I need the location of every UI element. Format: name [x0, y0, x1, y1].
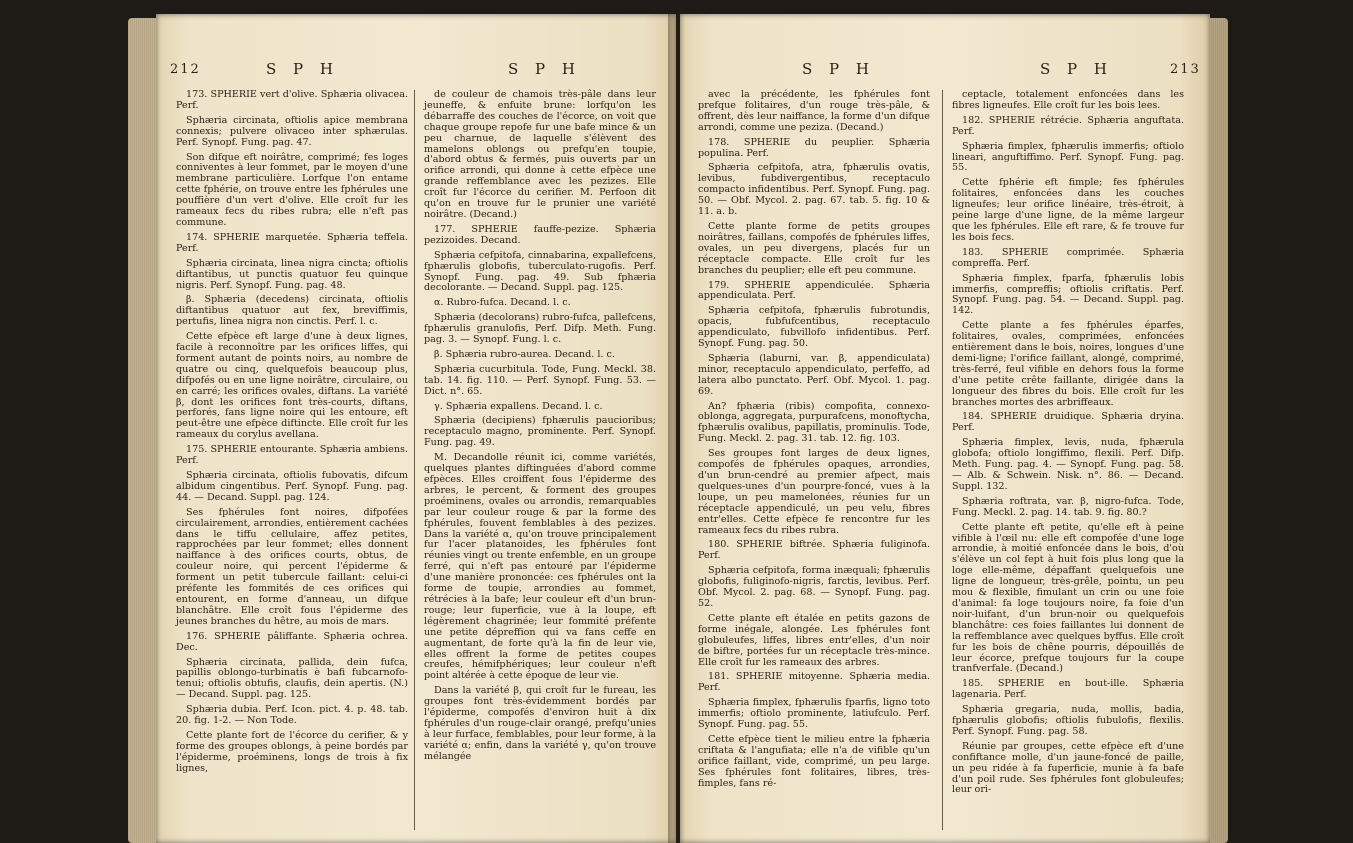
- text-paragraph: 177. SPHERIE fauffe-pezize. Sphæria pezizoides. Decand.: [424, 223, 656, 246]
- right-page-edges: [1210, 18, 1228, 843]
- text-paragraph: 183. SPHERIE comprimée. Sphæria compreffa. Perf.: [952, 246, 1184, 269]
- text-paragraph: Dans la variété β, qui croît fur le fureau, les groupes font très-évidemment bordés par l'épiderme, compofés d'environ huit à dix fphérules d'un rouge-clair orangé, prefqu'unies à leur furface, femblables, pour leur forme, à la variété α; enfin, dans la variété γ, qu'on trouve mélangée: [424, 685, 656, 762]
- text-paragraph: Cette plante forme de petits groupes noirâtres, faillans, compofés de fphérules liffes, ovales, un peu divergens, placés fur un réceptacle compacte. Elle croît fur les branches du peuplier; elle eft peu commune.: [698, 220, 930, 276]
- text-paragraph: 179. SPHERIE appendiculée. Sphæria appendiculata. Perf.: [698, 279, 930, 302]
- text-paragraph: Cette efpèce eft large d'une à deux lignes, facile à reconnoître par les orifices liffes, qui forment autant de points noirs, au nombre de quatre ou cinq, quelquefois beaucoup plus, difpofés ou en une ligne noirâtre, circulaire, ou en carré; les orifices ovales, diftans. La variété β, dont les orifices font très-courts, diftans, perforés, fans ligne noire qui les entoure, eft peut-être une efpèce diftincte. Elle croît fur les rameaux du corylus avellana.: [176, 331, 408, 441]
- text-paragraph: α. Rubro-fufca. Decand. l. c.: [434, 297, 571, 309]
- text-paragraph: 180. SPHERIE biftrée. Sphæria fuliginofa. Perf.: [698, 539, 930, 562]
- column-rule: [414, 90, 415, 830]
- text-paragraph: Cette plante fort de l'écorce du cerifier, & y forme des groupes oblongs, à peine bordés par l'épiderme, proéminens, longs de trois à fix lignes,: [176, 729, 408, 774]
- left-page-edges: [128, 18, 156, 843]
- text-paragraph: M. Decandolle réunit ici, comme variétés, quelques plantes diftinguées d'abord comme efpèces. Elles croiffent fous l'épiderme des arbres, le percent, & forment des groupes proéminens, ovales ou arrondis, remarquables par leur couleur rouge & par la forme des fphérules, fouvent femblables à des pezizes. Dans la variété α, qu'on trouve principalement fur l'acer platanoides, les fphérules font réunies vingt ou trente enfemble, en un groupe ferré, qui n'eft pas entouré par l'épiderme d'une manière prononcée: ces fphérules ont la forme de toupie, arrondies au fommet, rétrécies à la bafe; leur couleur eft d'un brun-rouge; leur fuperficie, vue à la loupe, eft légèrement chagrinée; leur fommité préfente une petite dépreffion qui va fans ceffe en augmentant, de forte qu'à la fin de leur vie, elles offrent la forme de petites coupes creufes, hémifphériques; leur couleur n'eft point altérée à cette époque de leur vie.: [424, 452, 656, 682]
- text-paragraph: 178. SPHERIE du peuplier. Sphæria populina. Perf.: [698, 136, 930, 159]
- text-paragraph: Cette plante a fes fphérules éparfes, folitaires, ovales, comprimées, enfoncées entièrement dans le bois, noires, longues d'une demi-ligne; l'orifice faillant, alongé, comprimé, très-ferré, feul vifible en dehors fous la forme d'une petite crête faillante, dirigée dans la longueur des fibres du bois. Elle croît fur les branches mortes des arbriffeaux.: [952, 320, 1184, 408]
- text-paragraph: Cette efpèce tient le milieu entre la fphæria criftata & l'angufiata; elle n'a de vifible qu'un orifice faillant, vide, comprimé, un peu large. Ses fphérules font folitaires, libres, très-fimples, fans ré-: [698, 733, 930, 789]
- text-paragraph: Sphæria cefpitofa, atra, fphærulis ovatis, levibus, fubdivergentibus, receptaculo compacto infidentibus. Perf. Synopf. Fung. pag. 50. — Obf. Mycol. 2. pag. 67. tab. 5. fig. 10 & 11. a. b.: [698, 162, 930, 218]
- text-paragraph: Sphæria (laburni, var. β, appendiculata) minor, receptaculo appendiculato, perfeffo, ad latera albo punctato. Perf. Obf. Mycol. 1. pag. 69.: [698, 352, 930, 397]
- header-word-left: S P H: [802, 60, 875, 78]
- right-running-head: [680, 60, 1210, 84]
- text-paragraph: Cette plante eft étalée en petits gazons de forme inégale, alongée. Les fphérules font globuleufes, liffes, libres entr'elles, d'un noir de biftre, portées fur un réceptacle très-mince. Elle croît fur les rameaux des arbres.: [698, 612, 930, 668]
- text-paragraph: 185. SPHERIE en bout-ille. Sphæria lagenaria. Perf.: [952, 678, 1184, 701]
- text-paragraph: Ses fphérules font noires, difpofées circulairement, arrondies, entièrement cachées dans le tiffu cellulaire, affez petites, rapprochées par leur fommet; elles donnent naiffance à des orifices courts, obtus, de couleur noire, qui percent l'épiderme & forment un petit tubercule faillant: celui-ci préfente les fommités de ces orifices qui entourent, en forme d'anneau, un difque blanchâtre. Elle croît fous l'épiderme des jeunes branches du hêtre, au mois de mars.: [176, 506, 408, 627]
- text-paragraph: 181. SPHERIE mitoyenne. Sphæria media. Perf.: [698, 671, 930, 694]
- text-paragraph: Sphæria circinata, oftiolis fubovatis, difcum albidum cingentibus. Perf. Synopf. Fung. pag. 44. — Decand. Suppl. pag. 124.: [176, 470, 408, 503]
- column-rule: [942, 90, 943, 830]
- text-paragraph: de couleur de chamois très-pâle dans leur jeuneffe, & enfuite brune: lorfqu'on les débarraffe des couches de l'écorce, on voit que chaque groupe repofe fur une bafe mince & un peu charnue, de laquelle s'élèvent des mamelons oblongs ou prefqu'en toupie, d'abord obtus & fermés, puis ouverts par un orifice arrondi, qui donne à cette efpèce une grande reffemblance avec les pezizes. Elle croît fur l'écorce du cerifier. M. Perfoon dit qu'on en trouve fur le prunier une variété noirâtre. (Decand.): [424, 89, 656, 220]
- text-paragraph: 174. SPHERIE marquetée. Sphæria teffela. Perf.: [176, 231, 408, 254]
- text-paragraph: β. Sphæria rubro-aurea. Decand. l. c.: [434, 348, 615, 360]
- text-paragraph: 175. SPHERIE entourante. Sphæria ambiens. Perf.: [176, 444, 408, 467]
- text-paragraph: 182. SPHERIE rétrécie. Sphæria anguftata. Perf.: [952, 114, 1184, 137]
- text-paragraph: Sphæria cefpitofa, cinnabarina, expallefcens, fphærulis globofis, tuberculato-rugofis. Perf. Synopf. Fung. pag. 49. Sub fphæria decolorante. — Decand. Suppl. pag. 125.: [424, 249, 656, 294]
- text-paragraph: Cette plante eft petite, qu'elle eft à peine vifible à l'œil nu: elle eft compofée d'une loge arrondie, à moitié enfoncée dans le bois, d'où s'élève un col fept à huit fois plus long que la loge elle-même, dépaffant quelquefois une ligne de longueur, très-grêle, pointu, un peu mou & flexible, fimulant un crin ou une foie d'animal: fa loge toujours noire, fa foie d'un noir-luifant, d'un brun-noir ou quelquefois blanchâtre: ces foies faillantes lui donnent de la reffemblance avec quelques byffus. Elle croît fur les bois de chêne pourris, dépouillés de leur écorce, prefque toujours fur la coupe tranfverfale. (Decand.): [952, 521, 1184, 675]
- text-paragraph: An? fphæria (ribis) compofita, connexo-oblonga, aggregata, purpurafcens, monoftycha, fphærulis ovalibus, papillatis, prominulis. Tode, Fung. Meckl. 2. pag. 31. tab. 12. fig. 103.: [698, 400, 931, 445]
- text-paragraph: Sphæria fimplex, fphærulis fparfis, ligno toto immerfis; oftiolo prominente, latiufculo. Perf. Synopf. Fung. pag. 55.: [698, 697, 930, 731]
- text-paragraph: 176. SPHERIE pâliffante. Sphæria ochrea. Dec.: [176, 630, 408, 653]
- header-word-right: S P H: [508, 60, 581, 78]
- right-page: [680, 14, 1210, 843]
- page-number: 213: [1170, 62, 1201, 77]
- header-word-right: S P H: [1040, 60, 1113, 78]
- text-paragraph: Sphæria circinata, linea nigra cincta; oftiolis diftantibus, ut punctis quatuor feu quinque nigris. Perf. Synopf. Fung. pag. 48.: [176, 257, 408, 291]
- book-spread: [128, 14, 1228, 843]
- text-paragraph: Son difque eft noirâtre, comprimé; fes loges conniventes à leur fommet, par le moyen d'une membrane particulière. Lorfque l'on entame cette fphérie, on trouve entre les fphérules une pouffière d'un vert d'olive. Elle croît fur les rameaux fecs du ribes rubra; elle n'eft pas commune.: [176, 151, 408, 228]
- text-paragraph: Sphæria fimplex, fparfa, fphærulis lobis immerfis, compreffis; oftiolis criftatis. Perf. Synopf. Fung. pag. 54. — Decand. Suppl. pag. 142.: [952, 272, 1184, 317]
- text-paragraph: Cette fphérie eft fimple; fes fphérules folitaires, enfoncées dans les couches ligneufes; leur orifice linéaire, très-étroit, à peine large d'une ligne, de la même largeur que les fphérules. Elle eft rare, & fe trouve fur les bois fecs.: [952, 177, 1184, 243]
- left-running-head: [156, 60, 676, 84]
- text-paragraph: Ses groupes font larges de deux lignes, compofés de fphérules opaques, arrondies, d'un brun-cendré au premier afpect, mais quelques-unes d'un pourpre-foncé, vues à la loupe, un peu mamelonées, réunies fur un réceptacle appendiculé, un peu velu, fibres entr'elles. Cette efpèce fe rencontre fur les rameaux fecs du ribes rubra.: [698, 448, 930, 536]
- text-paragraph: Sphæria roftrata, var. β, nigro-fufca. Tode, Fung. Meckl. 2. pag. 14. tab. 9. fig. 80.?: [952, 495, 1184, 518]
- right-column-2: [952, 90, 1184, 800]
- text-paragraph: Sphæria cucurbitula. Tode, Fung. Meckl. 38. tab. 14. fig. 110. — Perf. Synopf. Fung. 53. — Dict. n°. 65.: [424, 363, 656, 397]
- text-paragraph: avec la précédente, les fphérules font prefque folitaires, d'un rouge très-pâle, & offrent, dès leur naiffance, la forme d'un difque arrondi, comme une peziza. (Decand.): [698, 89, 930, 133]
- page-number: 212: [170, 62, 201, 77]
- text-paragraph: Sphæria cefpitofa, forma inæquali; fphærulis globofis, fuliginofo-nigris, farctis, levibus. Perf. Obf. Mycol. 2. pag. 68. — Synopf. Fung. pag. 52.: [698, 565, 930, 609]
- text-paragraph: Sphæria dubia. Perf. Icon. pict. 4. p. 48. tab. 20. fig. 1-2. — Non Tode.: [176, 704, 408, 727]
- left-column-1: [176, 90, 408, 779]
- header-word-left: S P H: [266, 60, 339, 78]
- left-page: [156, 14, 676, 843]
- text-paragraph: 184. SPHERIE druidique. Sphæria dryina. Perf.: [952, 411, 1184, 434]
- text-paragraph: Sphæria fimplex, fphærulis immerfis; oftiolo lineari, anguftiffimo. Perf. Synopf. Fung. pag. 55.: [952, 140, 1184, 174]
- text-paragraph: β. Sphæria (decedens) circinata, oftiolis diftantibus quatuor aut fex, breviffimis, pertufis, linea nigra non cinctis. Perf. l. c.: [176, 294, 408, 328]
- text-paragraph: Sphæria (decipiens) fphærulis paucioribus; receptaculo magno, prominente. Perf. Synopf. Fung. pag. 49.: [424, 415, 656, 449]
- text-paragraph: 173. SPHERIE vert d'olive. Sphæria olivacea. Perf.: [176, 89, 408, 111]
- text-paragraph: Réunie par groupes, cette efpèce eft d'une confiftance molle, d'un jaune-foncé de paille, un peu ridée à fa fuperficie, munie à fa bafe d'un poil rude. Ses fphérules font globuleufes; leur ori-: [952, 740, 1184, 796]
- text-paragraph: Sphæria circinata, pallida, dein fufca, papillis oblongo-turbinatis è bafi fubcarnofo-tenui; oftiolis obtufis, claufis, dein apertis. (N.) — Decand. Suppl. pag. 125.: [176, 656, 408, 701]
- text-paragraph: Sphæria (decolorans) rubro-fufca, pallefcens, fphærulis granulofis, Perf. Difp. Meth. Fung. pag. 3. — Synopf. Fung. l. c.: [424, 312, 656, 346]
- text-paragraph: γ. Sphæria expallens. Decand. l. c.: [434, 400, 603, 412]
- left-column-2: [424, 90, 656, 767]
- text-paragraph: ceptacle, totalement enfoncées dans les fibres ligneufes. Elle croît fur les bois lees.: [952, 89, 1184, 111]
- text-paragraph: Sphæria gregaria, nuda, mollis, badia, fphærulis globofis; oftiolis fubulofis, flexilis. Perf. Synopf. Fung. pag. 58.: [952, 704, 1184, 737]
- text-paragraph: Sphæria cefpitofa, fphærulis fubrotundis, opacis, fubfufcentibus, receptaculo appendiculato, fubvillofo infidentibus. Perf. Synopf. Fung. pag. 50.: [698, 305, 930, 350]
- right-column-1: [698, 90, 930, 793]
- text-paragraph: Sphæria circinata, oftiolis apice membrana connexis; pulvere olivaceo inter sphærulas. Perf. Synopf. Fung. pag. 47.: [176, 114, 408, 148]
- text-paragraph: Sphæria fimplex, levis, nuda, fphærula globofa; oftiolo longiffimo, flexili. Perf. Difp. Meth. Fung. pag. 4. — Synopf. Fung. pag. 58. — Alb. & Schwein. Nisk. n°. 86. — Decand. Suppl. 132.: [952, 437, 1184, 492]
